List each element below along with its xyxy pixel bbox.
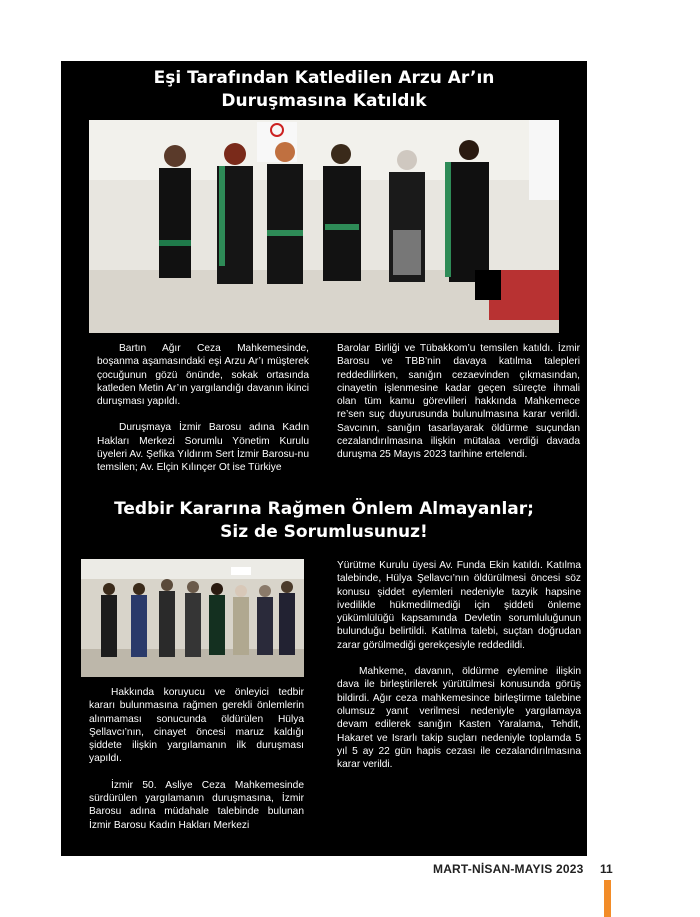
article1-title-line1: Eşi Tarafından Katledilen Arzu Ar’ın: [153, 68, 495, 88]
article2-paragraph: Mahkeme, davanın, öldürme eylemine ilişkin dava ile birleştirilerek yürütülmesi konusunda görüş bildirdi. Ağır ceza mahkemesince birleştirme talebine olumsuz yanıt verilmesi nedeniyle yargılamaya devam edilerek sanığın Kasten Yaralama, Tehdit, Hakaret ve Israrlı takip suçları nedeniyle toplamda 5 yıl 5 ay 22 gün hapis cezası ile cezalandırılmasına karar verildi.: [337, 666, 581, 771]
article1-column-right: [337, 342, 580, 462]
article2-paragraph: İzmir 50. Asliye Ceza Mahkemesinde sürdürülen yargılamanın duruşmasına, İzmir Barosu adına müdahale talebinde bulunan İzmir Barosu Kadın Hakları Merkezi: [89, 779, 304, 831]
page-number: 11: [600, 862, 613, 876]
article1-paragraph: Barolar Birliği ve Tübakkom’u temsilen katıldı. İzmir Barosu ve TBB’nin davaya katılma talepleri reddedilirken, sanığın cezaevinden çıkmasından, cinayetin işlenmesine kadar geçen süreçte ihmali olan tüm kamu görevlileri hakkında Mahkemece re’sen suç duyurusunda bulunulmasına karar verildi. Savcının, sanığın tasarlayarak öldürme suçundan cezalandırılmasına ilişkin mütalaa verdiği davada duruşma 25 Mayıs 2023 tarihine ertelendi.: [337, 343, 580, 461]
article1-column-left: [97, 342, 309, 475]
article1-paragraph: Duruşmaya İzmir Barosu adına Kadın Hakları Merkezi Sorumlu Yönetim Kurulu üyeleri Av. Şefika Yıldırım Sert İzmir Barosu-nu temsilen; Av. Elçin Kılınçer Ot ise Türkiye: [97, 422, 309, 474]
content-panel: [61, 61, 587, 856]
article1-title-line2: Duruşmasına Katıldık: [221, 91, 427, 111]
article2-title: [61, 498, 587, 544]
article2-paragraph: Yürütme Kurulu üyesi Av. Funda Ekin katıldı. Katılma talebinde, Hülya Şellavcı’nın öldürülmesi öncesi söz konusu şiddet eylemleri nedeniyle tazyik hapsine ivedilikle hükmedilmediği için şiddeti önleme yükümlülüğü kapsamında Devletin sorumluluğunun bulunduğu belirtildi. Katılma talebi, suçtan doğrudan zarar görülmediği gerekçesiyle reddedildi.: [337, 560, 581, 651]
article2-title-line1: Tedbir Kararına Rağmen Önlem Almayanlar;: [114, 499, 534, 519]
article1-title: [61, 67, 587, 113]
article1-photo: [89, 120, 559, 333]
accent-bar: [604, 880, 611, 917]
article2-paragraph: Hakkında koruyucu ve önleyici tedbir kararı bulunmasına rağmen gerekli önlemlerin alınmaması sonucunda öldürülen Hülya Şellavcı’nın, cinayet öncesi maruz kaldığı şiddete ilişkin yargılamanın ilk duruşması yapıldı.: [89, 687, 304, 765]
article2-photo: [81, 559, 304, 677]
article2-title-line2: Siz de Sorumlusunuz!: [220, 522, 428, 542]
article2-column-left: [89, 686, 304, 832]
article1-paragraph: Bartın Ağır Ceza Mahkemesinde, boşanma aşamasındaki eşi Arzu Ar’ı müşterek çocuğunun gözü önünde, sokak ortasında katleden Metin Ar’ın yargılandığı davanın ikinci duruşması yapıldı.: [97, 343, 309, 408]
article2-column-right: [337, 559, 581, 771]
issue-label: MART-NİSAN-MAYIS 2023: [433, 862, 584, 876]
